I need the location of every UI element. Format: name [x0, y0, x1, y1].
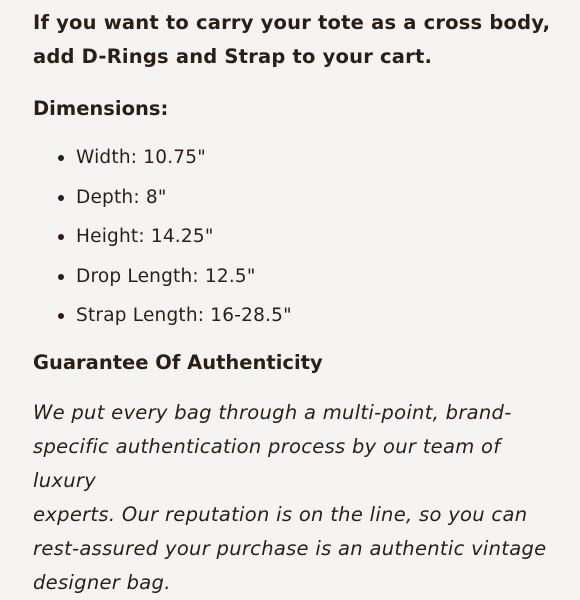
bullet-icon — [58, 155, 64, 161]
dimension-label: Drop Length: 12.5" — [76, 265, 256, 287]
bullet-icon — [58, 195, 64, 201]
dimension-item-depth — [58, 178, 563, 218]
bullet-icon — [58, 313, 64, 319]
guarantee-paragraph — [33, 396, 563, 600]
cross-body-note — [33, 6, 563, 74]
guarantee-line: experts. Our reputation is on the line, so you can — [33, 502, 528, 526]
dimension-label: Depth: 8" — [76, 186, 167, 208]
bullet-icon — [58, 274, 64, 280]
guarantee-line: We put every bag through a multi-point, brand- — [33, 400, 512, 424]
dimension-label: Height: 14.25" — [76, 226, 214, 247]
dimensions-list — [33, 138, 563, 336]
cross-body-note-line-2: add D-Rings and Strap to your cart. — [33, 45, 433, 68]
product-description — [33, 6, 563, 600]
guarantee-line: specific authentication process by our team of luxury — [33, 434, 501, 492]
guarantee-line: designer bag. — [33, 570, 171, 594]
dimensions-heading: Dimensions: — [33, 97, 169, 120]
dimension-item-height — [58, 217, 563, 257]
dimension-item-strap-length — [58, 296, 563, 336]
cross-body-note-line-1: If you want to carry your tote as a cross body, — [33, 11, 551, 34]
dimension-label: Strap Length: 16-28.5" — [76, 305, 292, 326]
dimension-item-width — [58, 138, 563, 178]
dimension-label: Width: 10.75" — [76, 147, 206, 168]
guarantee-heading: Guarantee Of Authenticity — [33, 350, 323, 374]
bullet-icon — [58, 234, 64, 240]
guarantee-line: rest-assured your purchase is an authentic vintage — [33, 536, 547, 560]
dimension-item-drop-length — [58, 257, 563, 297]
